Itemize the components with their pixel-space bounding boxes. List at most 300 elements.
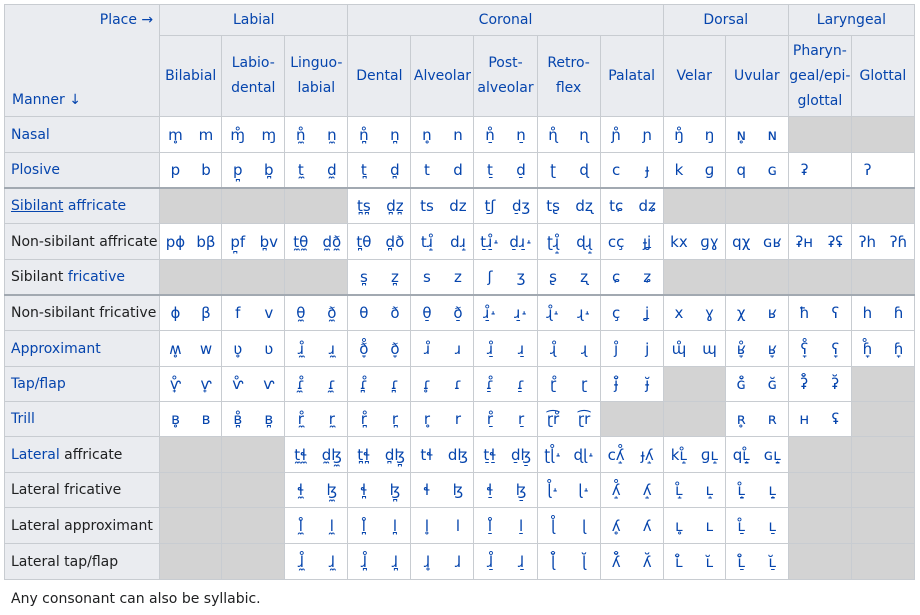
voiced-symbol[interactable]: ɟ <box>645 160 650 179</box>
column-header-text: labial <box>297 80 336 96</box>
voiced-symbol[interactable]: ð <box>390 303 400 322</box>
manner-row-header <box>5 508 160 544</box>
consonant-cell <box>537 224 600 260</box>
group-coronal[interactable]: Coronal <box>348 5 663 36</box>
voiceless-symbol[interactable]: ɰ̊ <box>671 339 687 358</box>
consonant-cell <box>160 260 222 295</box>
voiced-symbol[interactable]: n̪ <box>390 125 400 144</box>
voiced-symbol[interactable]: ɦ̞ <box>893 339 904 358</box>
voiceless-symbol[interactable]: ɺ̥ <box>423 552 431 571</box>
group-labial[interactable]: Labial <box>160 5 348 36</box>
voiceless-symbol[interactable]: ʟ̠̊ <box>737 516 746 535</box>
voiced-symbol[interactable]: ɾ̼ <box>327 375 336 393</box>
voiced-symbol[interactable]: ʎ̆ <box>642 552 652 571</box>
voiced-symbol[interactable]: n <box>453 125 463 144</box>
voiced-symbol[interactable]: r <box>454 410 462 428</box>
voiced-symbol[interactable]: ʙ̪ <box>264 410 274 428</box>
voiced-symbol[interactable]: ð̼ <box>327 303 337 322</box>
manner-label-part: Lateral fricative <box>11 482 122 498</box>
voiced-symbol[interactable]: dʐ <box>575 196 593 215</box>
voiced-symbol[interactable]: ɖ <box>579 160 589 179</box>
voiceless-symbol[interactable]: h <box>862 303 873 322</box>
voiced-symbol[interactable]: ɖɻ̝ <box>576 232 592 251</box>
voiced-symbol[interactable]: ʁ <box>767 303 777 322</box>
voiceless-symbol[interactable]: ɾ̠̊ <box>486 375 494 393</box>
voiceless-symbol[interactable]: k <box>674 160 684 179</box>
voiceless-symbol[interactable]: l̠̊ <box>487 516 493 535</box>
voiced-symbol[interactable]: ɭ˔ <box>578 481 590 499</box>
voiceless-symbol[interactable]: ɬ̪ <box>360 481 368 499</box>
consonant-cell <box>663 153 725 188</box>
voiced-symbol[interactable]: dɹ̝ <box>450 232 466 251</box>
voiced-symbol[interactable]: ʙ <box>201 410 211 428</box>
voiceless-symbol[interactable]: ʁ̞̊ <box>736 339 746 358</box>
manner-row-header <box>5 224 160 260</box>
voiceless-symbol[interactable]: p̪f <box>230 232 246 251</box>
voiced-symbol[interactable]: ɖɭ˔ <box>573 445 595 464</box>
voiced-symbol[interactable]: ɡʟ̝ <box>700 445 719 464</box>
voiced-symbol[interactable]: r̠ <box>517 410 525 428</box>
voiceless-symbol[interactable]: ɬ̼ <box>297 481 305 499</box>
voiceless-symbol[interactable]: tɹ̝̊ <box>420 232 433 251</box>
voiceless-symbol[interactable]: t̪s̪ <box>357 196 371 215</box>
voiceless-symbol[interactable]: ɸ <box>170 303 181 322</box>
voiceless-symbol[interactable]: p̪ <box>232 160 243 179</box>
table-row <box>5 331 915 367</box>
consonant-cell <box>160 473 222 508</box>
voiceless-symbol[interactable]: ʈ <box>550 160 556 179</box>
manner-label-part[interactable]: Plosive <box>11 161 60 178</box>
voiced-symbol[interactable]: l <box>455 516 461 535</box>
voiced-symbol[interactable]: l̠ <box>518 516 524 535</box>
voiceless-symbol[interactable]: tʂ <box>546 196 560 215</box>
voiced-symbol[interactable]: ʑ <box>643 267 652 286</box>
voiceless-symbol[interactable]: ɹ̠̊˔ <box>483 303 497 322</box>
voiced-symbol[interactable]: ʕ̞ <box>831 339 840 358</box>
consonant-cell <box>285 367 348 402</box>
voiceless-symbol[interactable]: ɦ̞̊ <box>862 339 873 358</box>
column-header-text: Pharyn- <box>792 42 847 59</box>
column-header[interactable] <box>474 36 537 117</box>
voiceless-symbol[interactable]: kx <box>670 232 688 251</box>
voiceless-symbol[interactable]: ʈɻ̝̊ <box>547 232 560 251</box>
voiceless-symbol[interactable]: ŋ̊ <box>674 125 684 144</box>
voiceless-symbol[interactable]: ɽ͡r̊ <box>546 410 560 428</box>
voiceless-symbol[interactable]: ʡ̆̊ <box>800 375 809 393</box>
voiceless-symbol[interactable]: ʔh <box>858 232 876 251</box>
voiced-symbol[interactable]: n̠ <box>516 125 526 144</box>
voiceless-symbol[interactable]: ɟ̆̊ <box>614 375 619 393</box>
consonant-cell <box>474 437 537 473</box>
voiced-symbol[interactable]: d̪ð <box>385 232 405 251</box>
voiced-symbol[interactable]: ʒ <box>516 267 526 286</box>
voiced-symbol[interactable]: ʡ̆ <box>831 375 840 393</box>
consonant-cell <box>663 295 725 331</box>
voiced-symbol[interactable]: ɭ̆ <box>582 552 587 571</box>
consonant-cell <box>474 260 537 295</box>
voiceless-symbol[interactable]: χ <box>736 303 746 322</box>
voiced-symbol[interactable]: ɹ <box>454 339 462 358</box>
voiceless-symbol[interactable]: tɕ <box>609 196 624 215</box>
voiceless-symbol[interactable]: ʃ <box>487 267 493 286</box>
consonant-cell <box>725 295 788 331</box>
voiceless-symbol[interactable]: ɾ̪̊ <box>359 375 368 393</box>
voiced-symbol[interactable]: z <box>454 267 462 286</box>
voiced-symbol[interactable]: w <box>199 339 213 358</box>
voiceless-symbol[interactable]: ɭ̆̊ <box>550 552 556 571</box>
consonant-cell <box>222 331 285 367</box>
voiced-symbol[interactable]: bβ <box>196 232 216 251</box>
voiced-symbol[interactable]: ɢʟ̠̝ <box>763 445 781 464</box>
manner-label-part: affricate <box>59 446 123 463</box>
voiceless-symbol[interactable]: ʟ̠̝̊ <box>737 481 746 499</box>
voiceless-symbol[interactable]: p <box>170 160 181 179</box>
voiced-symbol[interactable]: ɱ <box>261 125 277 144</box>
manner-label-part: Non-sibilant fricative <box>11 304 157 321</box>
voiceless-symbol[interactable]: f <box>235 303 241 322</box>
voiceless-symbol[interactable]: ʀ̥ <box>736 410 746 428</box>
voiced-symbol[interactable]: ʁ̞ <box>767 339 777 358</box>
voiceless-symbol[interactable]: r̪̊ <box>360 410 367 428</box>
voiceless-symbol[interactable]: n̥ <box>422 125 432 144</box>
voiceless-symbol[interactable]: ʎ̆̊ <box>611 552 621 571</box>
voiced-symbol[interactable]: ⱱ̟ <box>200 375 212 393</box>
voiceless-symbol[interactable]: ʕ̞̊ <box>800 339 809 358</box>
voiceless-symbol[interactable]: qʟ̠̝̊ <box>732 445 750 464</box>
column-header[interactable] <box>160 36 222 117</box>
voiceless-symbol[interactable]: ɾ̥ <box>422 375 431 393</box>
voiced-symbol[interactable]: ʟ̆ <box>705 552 714 571</box>
voiced-symbol[interactable]: ɻ˔ <box>577 303 591 322</box>
voiceless-symbol[interactable]: ɕ <box>612 267 621 286</box>
voiceless-symbol[interactable]: ɹ̼̊ <box>297 339 304 358</box>
manner-label-part[interactable]: Tap/flap <box>11 376 66 392</box>
voiceless-symbol[interactable]: ʎ̝̊ <box>611 481 621 499</box>
voiceless-symbol[interactable]: ʙ̪̊ <box>233 410 243 428</box>
column-header[interactable] <box>663 36 725 117</box>
voiceless-symbol[interactable]: ħ <box>799 303 810 322</box>
voiceless-symbol[interactable]: ʟ̥ <box>675 516 683 535</box>
voiceless-symbol[interactable]: ɲ̊ <box>611 125 621 144</box>
voiceless-symbol[interactable]: pɸ <box>165 232 186 251</box>
voiceless-symbol[interactable]: tɬ <box>420 445 434 464</box>
voiced-symbol[interactable]: ɴ <box>767 125 778 144</box>
voiceless-symbol[interactable]: ʟ̝̊ <box>675 481 683 499</box>
voiceless-symbol[interactable]: ʟ̠̆̊ <box>737 552 746 571</box>
voiceless-symbol[interactable]: ɬ <box>423 481 431 499</box>
manner-label[interactable]: Manner ↓ <box>12 92 81 108</box>
voiceless-symbol[interactable]: ʍ̥ <box>169 339 182 358</box>
voiceless-symbol[interactable]: t̼θ̼ <box>293 232 309 251</box>
voiceless-symbol[interactable]: qχ <box>732 232 751 251</box>
voiceless-symbol[interactable]: ɽ̊ <box>549 375 557 393</box>
voiceless-symbol[interactable]: t̼ <box>297 160 304 179</box>
consonant-cell <box>537 188 600 224</box>
voiceless-symbol[interactable]: s̪ <box>359 267 368 286</box>
voiced-symbol[interactable]: d <box>453 160 463 179</box>
voiced-symbol[interactable]: v <box>264 303 274 322</box>
voiced-symbol[interactable]: dz <box>449 196 467 215</box>
voiced-symbol[interactable]: ɣ <box>705 303 714 322</box>
consonant-cell <box>411 508 474 544</box>
voiceless-symbol[interactable]: ʜ <box>799 410 810 428</box>
table-row <box>5 508 915 544</box>
manner-label-part[interactable]: Approximant <box>11 340 101 357</box>
voiced-symbol[interactable]: ɹ̠˔ <box>514 303 528 322</box>
consonant-cell <box>411 331 474 367</box>
voiceless-symbol[interactable]: s <box>423 267 431 286</box>
voiceless-symbol[interactable]: ɭ̊˔ <box>547 481 559 499</box>
voiceless-symbol[interactable]: ç <box>612 303 621 322</box>
voiced-symbol[interactable]: ɢʁ <box>763 232 782 251</box>
voiced-symbol[interactable]: ʔɦ <box>889 232 908 251</box>
voiced-symbol[interactable]: ʋ <box>264 339 274 358</box>
column-header[interactable] <box>600 36 663 117</box>
voiceless-symbol[interactable]: ʂ <box>549 267 557 286</box>
voiced-symbol[interactable]: ʟ̝ <box>705 481 714 499</box>
consonant-cell <box>222 437 285 473</box>
voiced-symbol[interactable]: m <box>198 125 214 144</box>
voiced-symbol[interactable]: ɢ <box>767 160 778 179</box>
consonant-cell <box>600 224 663 260</box>
column-header[interactable] <box>222 36 285 117</box>
voiceless-symbol[interactable]: l̪̊ <box>361 516 366 535</box>
voiceless-symbol[interactable]: t <box>423 160 430 179</box>
group-dorsal[interactable]: Dorsal <box>663 5 788 36</box>
column-header[interactable] <box>348 36 411 117</box>
voiceless-symbol[interactable]: ɢ̆̊ <box>736 375 746 393</box>
voiceless-symbol[interactable]: n̠̊ <box>485 125 495 144</box>
group-laryngeal[interactable]: Laryngeal <box>788 5 914 36</box>
voiceless-symbol[interactable]: ɾ̼̊ <box>296 375 305 393</box>
voiceless-symbol[interactable]: ɹ̠̊ <box>486 339 494 358</box>
voiced-symbol[interactable]: ʟ̠ <box>768 516 777 535</box>
voiced-symbol[interactable]: ʟ̠̆ <box>768 552 777 571</box>
consonant-cell <box>285 508 348 544</box>
consonant-cell <box>600 331 663 367</box>
consonant-cell <box>222 153 285 188</box>
table-row <box>5 224 915 260</box>
column-header[interactable] <box>725 36 788 117</box>
voiced-symbol[interactable]: b̪ <box>264 160 274 179</box>
voiced-symbol[interactable]: d̼ <box>327 160 337 179</box>
voiceless-symbol[interactable]: x <box>674 303 684 322</box>
voiced-symbol[interactable]: ɮ̪ <box>389 481 401 499</box>
consonant-cell <box>160 331 222 367</box>
voiced-symbol[interactable]: d̪ɮ̪ <box>384 445 405 464</box>
voiceless-symbol[interactable]: t̠ɹ̠̊˔ <box>480 232 500 251</box>
voiceless-symbol[interactable]: kʟ̝̊ <box>670 445 688 464</box>
voiced-symbol[interactable]: ɹ̠ <box>517 339 525 358</box>
voiced-symbol[interactable]: ɡ <box>704 160 715 179</box>
voiceless-symbol[interactable]: m̥ <box>168 125 183 144</box>
voiced-symbol[interactable]: ʀ <box>767 410 777 428</box>
consonant-cell <box>851 331 914 367</box>
place-label[interactable]: Place → <box>99 12 154 28</box>
voiceless-symbol[interactable]: t̪θ <box>356 232 372 251</box>
voiceless-symbol[interactable]: ɻ̊ <box>549 339 557 358</box>
voiceless-symbol[interactable]: ɺ̼̊ <box>297 552 304 571</box>
voiceless-symbol[interactable]: cʎ̝̊ <box>607 445 625 464</box>
voiceless-symbol[interactable]: t̠ <box>487 160 493 179</box>
voiced-symbol[interactable]: dʑ <box>638 196 656 215</box>
voiceless-symbol[interactable]: ɺ̪̊ <box>360 552 367 571</box>
voiceless-symbol[interactable]: ɴ̥ <box>736 125 747 144</box>
consonant-cell <box>285 188 348 224</box>
voiced-symbol[interactable]: ð̞ <box>390 339 400 358</box>
voiced-symbol[interactable]: d̠ <box>516 160 526 179</box>
voiceless-symbol[interactable]: ʟ̆̊ <box>675 552 683 571</box>
ipa-symbol[interactable]: ʡ <box>800 160 809 179</box>
consonant-cell <box>663 437 725 473</box>
voiced-symbol[interactable]: d̼ð̼ <box>322 232 342 251</box>
manner-label-part: Lateral approximant <box>11 517 153 534</box>
voiced-symbol[interactable]: b̪v <box>259 232 278 251</box>
voiced-symbol[interactable]: β <box>201 303 211 322</box>
voiced-symbol[interactable]: ɺ <box>454 552 462 571</box>
voiced-symbol[interactable]: d̪ <box>390 160 400 179</box>
voiced-symbol[interactable]: ʟ̠̝ <box>768 481 777 499</box>
voiced-symbol[interactable]: ɡɣ <box>700 232 719 251</box>
voiceless-symbol[interactable]: r̼̊ <box>297 410 304 428</box>
column-header[interactable] <box>851 36 914 117</box>
voiceless-symbol[interactable]: ʎ̥ <box>611 516 621 535</box>
voiceless-symbol[interactable]: ɻ̊˔ <box>546 303 560 322</box>
voiceless-symbol[interactable]: q <box>736 160 747 179</box>
voiced-symbol[interactable]: d̠ʒ <box>511 196 531 215</box>
voiced-symbol[interactable]: ʡʢ <box>827 232 844 251</box>
voiced-symbol[interactable]: ʎ̝ <box>642 481 652 499</box>
voiceless-symbol[interactable]: ð̞̊ <box>359 339 369 358</box>
voiced-symbol[interactable]: r̼ <box>328 410 335 428</box>
voiceless-symbol[interactable]: j̊ <box>614 339 619 358</box>
voiceless-symbol[interactable]: θ̼ <box>296 303 306 322</box>
voiced-symbol[interactable]: ɮ̠ <box>515 481 527 499</box>
voiceless-symbol[interactable]: ʡʜ <box>795 232 814 251</box>
voiced-symbol[interactable]: ŋ <box>704 125 715 144</box>
voiced-symbol[interactable]: ɟ̆ <box>645 375 650 393</box>
voiceless-symbol[interactable]: cç <box>607 232 625 251</box>
voiced-symbol[interactable]: dɮ <box>447 445 469 464</box>
voiced-symbol[interactable]: ʢ <box>831 410 840 428</box>
voiced-symbol[interactable]: ʝ <box>644 303 650 322</box>
manner-label-part[interactable]: Lateral <box>11 446 60 463</box>
voiceless-symbol[interactable]: ɬ̠ <box>486 481 494 499</box>
voiceless-symbol[interactable]: ɭ̊ <box>550 516 556 535</box>
voiceless-symbol[interactable]: l̥ <box>424 516 430 535</box>
voiceless-symbol[interactable]: ɹ̊ <box>423 339 431 358</box>
consonant-cell <box>474 224 537 260</box>
voiced-symbol[interactable]: ɺ̠ <box>517 552 525 571</box>
manner-label-part[interactable]: Trill <box>11 411 35 427</box>
voiceless-symbol[interactable]: t̼ɬ̼ <box>294 445 308 464</box>
voiced-symbol[interactable]: ɾ̪ <box>390 375 399 393</box>
voiced-symbol[interactable]: ɽ <box>581 375 588 393</box>
voiced-symbol[interactable]: ɦ <box>893 303 904 322</box>
voiceless-symbol[interactable]: ɳ̊ <box>548 125 558 144</box>
voiced-symbol[interactable]: b <box>201 160 211 179</box>
voiceless-symbol[interactable]: ts <box>420 196 434 215</box>
voiceless-symbol[interactable]: ʙ̥ <box>171 410 180 428</box>
voiced-symbol[interactable]: ɺ̪ <box>391 552 399 571</box>
voiceless-symbol[interactable]: n̼̊ <box>296 125 306 144</box>
voiced-symbol[interactable]: ɾ̠ <box>517 375 526 393</box>
column-header[interactable] <box>285 36 348 117</box>
voiceless-symbol[interactable]: ʈɭ̊˔ <box>544 445 562 464</box>
voiceless-symbol[interactable]: ʋ̥ <box>233 339 243 358</box>
voiceless-symbol[interactable]: ɺ̠̊ <box>486 552 494 571</box>
voiced-symbol[interactable]: ɟʎ̝ <box>640 445 654 464</box>
voiced-symbol[interactable]: d̠ɹ̠˔ <box>509 232 533 251</box>
manner-label-part[interactable]: affricate <box>63 197 127 214</box>
voiced-symbol[interactable]: l̼ <box>329 516 334 535</box>
column-header[interactable] <box>788 36 851 117</box>
voiced-symbol[interactable]: ð̠ <box>453 303 463 322</box>
consonant-cell <box>222 473 285 508</box>
voiceless-symbol[interactable]: l̼̊ <box>298 516 303 535</box>
voiceless-symbol[interactable]: t̠ʃ <box>484 196 496 215</box>
manner-label-part[interactable]: Nasal <box>11 126 50 143</box>
voiced-symbol[interactable]: ɻ <box>580 339 588 358</box>
voiced-symbol[interactable]: ɟʝ <box>642 232 652 251</box>
voiceless-symbol[interactable]: t̠ɬ̠ <box>483 445 497 464</box>
voiced-symbol[interactable]: ɹ̼ <box>328 339 335 358</box>
voiceless-symbol[interactable]: t̪ <box>360 160 367 179</box>
consonant-cell <box>285 437 348 473</box>
voiced-symbol[interactable]: ɭ <box>582 516 587 535</box>
voiced-symbol[interactable]: ʎ <box>642 516 652 535</box>
voiced-symbol[interactable]: ɾ <box>453 375 462 393</box>
voiceless-symbol[interactable]: θ <box>359 303 369 322</box>
voiceless-symbol[interactable]: n̪̊ <box>359 125 369 144</box>
voiced-symbol[interactable]: n̼ <box>327 125 337 144</box>
voiced-symbol[interactable]: ɢ̆ <box>767 375 778 393</box>
column-header[interactable] <box>537 36 600 117</box>
voiced-symbol[interactable]: ʕ <box>831 303 840 322</box>
consonant-cell <box>222 295 285 331</box>
voiceless-symbol[interactable]: ɱ̊ <box>230 125 246 144</box>
ipa-symbol[interactable]: ʔ <box>863 160 872 179</box>
manner-label-part[interactable]: Sibilant <box>11 197 64 214</box>
voiced-symbol[interactable]: ⱱ <box>263 375 275 393</box>
voiced-symbol[interactable]: ɮ̼ <box>326 481 338 499</box>
voiceless-symbol[interactable]: ⱱ̊ <box>232 375 244 393</box>
column-header[interactable] <box>411 36 474 117</box>
manner-label-part[interactable]: fricative <box>67 268 125 285</box>
voiced-symbol[interactable]: ɽ͡r <box>577 410 591 428</box>
voiceless-symbol[interactable]: t̪ɬ̪ <box>357 445 371 464</box>
voiced-symbol[interactable]: d̼ɮ̼ <box>321 445 342 464</box>
voiced-symbol[interactable]: ɳ <box>579 125 589 144</box>
voiceless-symbol[interactable]: ⱱ̟̊ <box>169 375 181 393</box>
voiced-symbol[interactable]: ʐ <box>580 267 589 286</box>
voiced-symbol[interactable]: ɮ <box>452 481 464 499</box>
voiced-symbol[interactable]: ɲ <box>642 125 653 144</box>
voiced-symbol[interactable]: z̪ <box>390 267 399 286</box>
voiced-symbol[interactable]: l̪ <box>392 516 397 535</box>
voiceless-symbol[interactable]: c <box>612 160 621 179</box>
voiced-symbol[interactable]: j <box>645 339 650 358</box>
voiced-symbol[interactable]: ɰ <box>702 339 717 358</box>
voiced-symbol[interactable]: d̪z̪ <box>386 196 404 215</box>
voiced-symbol[interactable]: ʟ <box>705 516 714 535</box>
voiceless-symbol[interactable]: r̠̊ <box>486 410 494 428</box>
voiceless-symbol[interactable]: r̥ <box>423 410 431 428</box>
voiced-symbol[interactable]: r̪ <box>391 410 398 428</box>
voiceless-symbol[interactable]: θ̠ <box>422 303 432 322</box>
voiced-symbol[interactable]: ɺ̼ <box>328 552 335 571</box>
voiced-symbol[interactable]: d̠ɮ̠ <box>510 445 532 464</box>
